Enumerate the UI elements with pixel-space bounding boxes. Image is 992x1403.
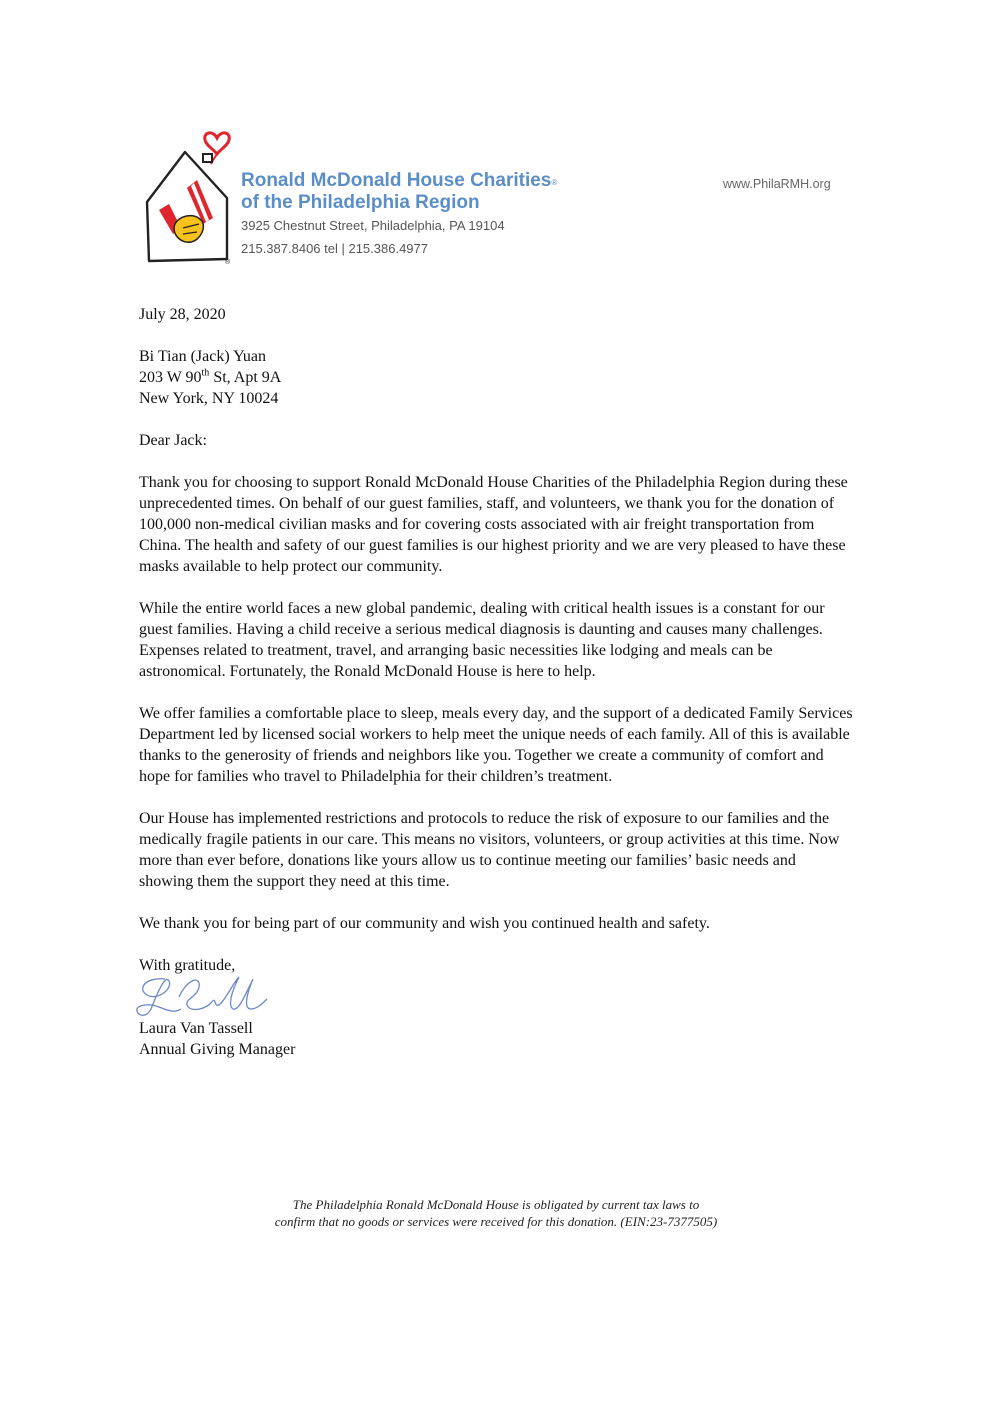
org-address: 3925 Chestnut Street, Philadelphia, PA 19104 bbox=[241, 218, 505, 233]
website-url[interactable]: www.PhilaRMH.org bbox=[723, 177, 831, 191]
recipient-address-line2: New York, NY 10024 bbox=[139, 390, 279, 407]
paragraph: We thank you for being part of our community and wish you continued health and safety. bbox=[139, 915, 710, 932]
org-name-line1: Ronald McDonald House Charities® bbox=[241, 170, 558, 191]
recipient-address-line1: 203 W 90th St, Apt 9A bbox=[139, 367, 282, 386]
org-phone: 215.387.8406 tel | 215.386.4977 bbox=[241, 241, 428, 256]
recipient-block bbox=[139, 346, 854, 409]
paragraph: We offer families a comfortable place to sleep, meals every day, and the support of a dedicated Family Services Department led by licensed social workers to help meet the unique needs of each family. All of this is available thanks to the generosity of friends and neighbors like you. Together we create a community of comfort and hope for families who travel to Philadelphia for their children’s treatment. bbox=[139, 705, 853, 785]
paragraph: Thank you for choosing to support Ronald McDonald House Charities of the Philadelphia Region during these unprecedented times. On behalf of our guest families, staff, and volunteers, we thank you for the donation of 100,000 non-medical civilian masks and for covering costs associated with air freight transportation from China. The health and safety of our guest families is our highest priority and we are very pleased to have these masks available to help protect our community. bbox=[139, 474, 848, 575]
paragraph: Our House has implemented restrictions and protocols to reduce the risk of exposure to our families and the medically fragile patients in our care. This means no visitors, volunteers, or group activities at this time. Now more than ever before, donations like yours allow us to continue meeting our families’ basic needs and showing them the support they need at this time. bbox=[139, 810, 840, 890]
closing: With gratitude, bbox=[139, 957, 236, 974]
tax-disclaimer bbox=[0, 1196, 992, 1230]
letter-body bbox=[139, 304, 854, 1060]
footer-line2: confirm that no goods or services were received for this donation. (EIN:23-7377505) bbox=[274, 1214, 718, 1229]
signer-title: Annual Giving Manager bbox=[139, 1041, 296, 1058]
handwritten-signature-icon bbox=[135, 969, 270, 1021]
closing-block bbox=[139, 955, 854, 1060]
footer-line1: The Philadelphia Ronald McDonald House is obligated by current tax laws to bbox=[292, 1197, 700, 1212]
recipient-name: Bi Tian (Jack) Yuan bbox=[139, 348, 266, 365]
paragraph: While the entire world faces a new global pandemic, dealing with critical health issues is a constant for our guest families. Having a child receive a serious medical diagnosis is daunting and causes many challenges. Expenses related to treatment, travel, and arranging basic necessities like lodging and meals can be astronomical. Fortunately, the Ronald McDonald House is here to help. bbox=[139, 600, 825, 680]
signer-name: Laura Van Tassell bbox=[139, 1020, 253, 1037]
letter-date: July 28, 2020 bbox=[139, 306, 226, 323]
salutation: Dear Jack: bbox=[139, 432, 207, 449]
registered-mark: ® bbox=[225, 259, 231, 266]
org-registered-mark: ® bbox=[551, 178, 558, 187]
rmhc-logo-icon bbox=[139, 124, 239, 266]
org-name-line2: of the Philadelphia Region bbox=[241, 192, 480, 213]
letterhead-org bbox=[241, 170, 557, 258]
